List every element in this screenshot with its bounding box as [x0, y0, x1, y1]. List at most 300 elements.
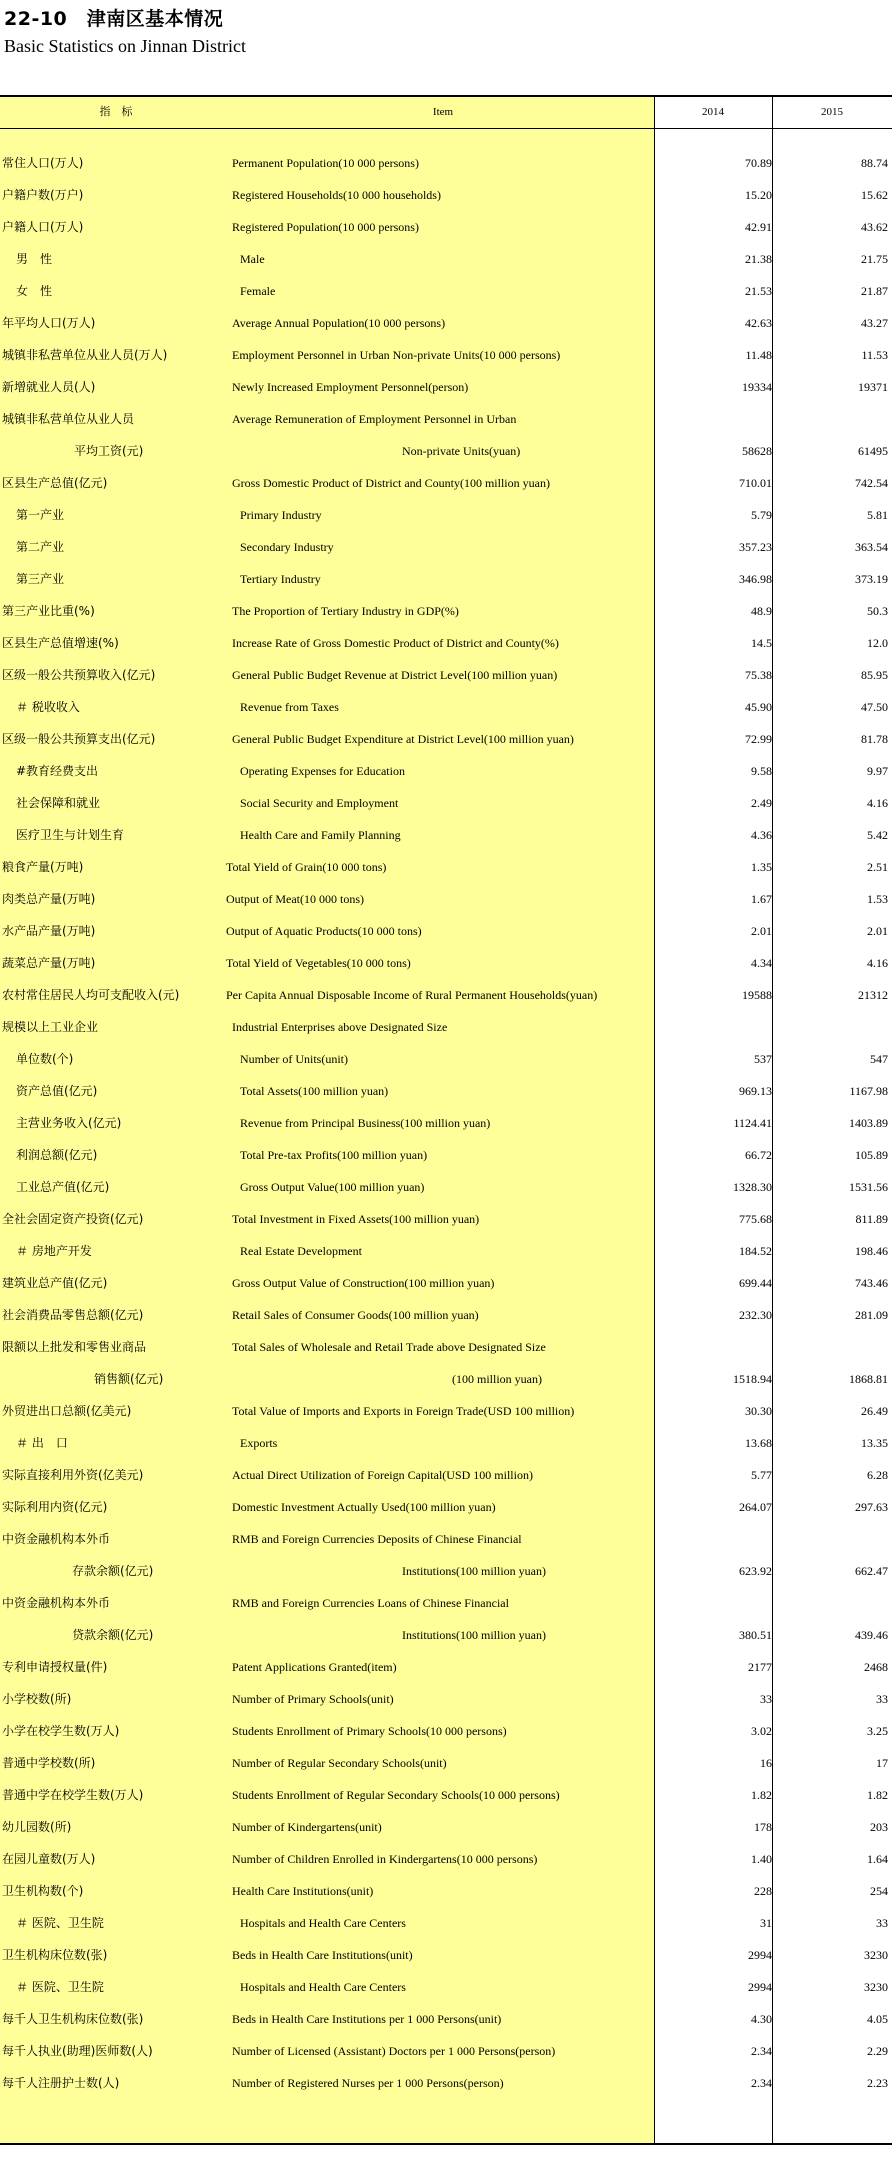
table-row: [0, 499, 892, 531]
indicator-english: Output of Aquatic Products(10 000 tons): [226, 924, 422, 938]
value-2014: 42.91: [745, 220, 772, 234]
value-2015: 21312: [858, 988, 888, 1002]
page-title-chinese: 22-10 津南区基本情况: [4, 8, 224, 30]
indicator-english: Beds in Health Care Institutions per 1 000 Persons(unit): [232, 2012, 502, 2026]
indicator-chinese: 主营业务收入(亿元): [16, 1116, 122, 1130]
table-header: [0, 97, 892, 129]
indicator-english: Number of Registered Nurses per 1 000 Persons(person): [232, 2076, 504, 2090]
value-2014: 1.82: [751, 1788, 772, 1802]
indicator-chinese: 全社会固定资产投资(亿元): [2, 1212, 144, 1226]
value-2015: 1.64: [867, 1852, 888, 1866]
table-row: [0, 1523, 892, 1555]
value-2014: 21.38: [745, 252, 772, 266]
value-2014: 9.58: [751, 764, 772, 778]
value-2014: 969.13: [739, 1084, 772, 1098]
value-2014: 4.36: [751, 828, 772, 842]
indicator-english: Number of Kindergartens(unit): [232, 1820, 382, 1834]
indicator-english: Total Sales of Wholesale and Retail Trade above Designated Size: [232, 1340, 546, 1354]
value-2014: 45.90: [745, 700, 772, 714]
table-row: [0, 1875, 892, 1907]
value-2014: 4.34: [751, 956, 772, 970]
value-2015: 363.54: [855, 540, 888, 554]
value-2015: 43.62: [861, 220, 888, 234]
indicator-chinese: 女 性: [16, 284, 53, 298]
value-2015: 21.75: [861, 252, 888, 266]
table-row: [0, 691, 892, 723]
indicator-chinese: 实际利用内资(亿元): [2, 1500, 108, 1514]
value-2014: 2994: [748, 1980, 772, 1994]
value-2015: 2.51: [867, 860, 888, 874]
indicator-english: Social Security and Employment: [240, 796, 399, 810]
indicator-english: Retail Sales of Consumer Goods(100 million yuan): [232, 1308, 479, 1322]
value-2014: 380.51: [739, 1628, 772, 1642]
indicator-chinese: 区县生产总值增速(%): [2, 636, 119, 650]
value-2014: 1124.41: [733, 1116, 772, 1130]
value-2015: 5.42: [867, 828, 888, 842]
indicator-chinese: 男 性: [16, 252, 53, 266]
indicator-english: Institutions(100 million yuan): [402, 1628, 546, 1642]
value-2014: 710.01: [739, 476, 772, 490]
value-2014: 75.38: [745, 668, 772, 682]
table-row: [0, 243, 892, 275]
indicator-english: Total Investment in Fixed Assets(100 million yuan): [232, 1212, 480, 1226]
table-row: [0, 403, 892, 435]
value-2014: 2.01: [751, 924, 772, 938]
value-2014: 1518.94: [733, 1372, 772, 1386]
table-row: [0, 1619, 892, 1651]
value-2014: 11.48: [745, 348, 772, 362]
indicator-english: RMB and Foreign Currencies Loans of Chinese Financial: [232, 1596, 509, 1610]
indicator-english: Revenue from Taxes: [240, 700, 339, 714]
value-2015: 12.0: [867, 636, 888, 650]
table-row: [0, 915, 892, 947]
indicator-chinese: 社会消费品零售总额(亿元): [2, 1308, 144, 1322]
value-2014: 48.9: [751, 604, 772, 618]
indicator-english: Output of Meat(10 000 tons): [226, 892, 364, 906]
value-2015: 17: [876, 1756, 888, 1770]
indicator-chinese: 水产品产量(万吨): [2, 924, 96, 938]
table-row: [0, 1811, 892, 1843]
indicator-english: Per Capita Annual Disposable Income of Rural Permanent Households(yuan): [226, 988, 598, 1002]
value-2014: 623.92: [739, 1564, 772, 1578]
indicator-english: Non-private Units(yuan): [402, 444, 521, 458]
indicator-chinese: 普通中学在校学生数(万人): [2, 1788, 144, 1802]
indicator-english: Health Care Institutions(unit): [232, 1884, 374, 1898]
header-item: Item: [432, 106, 454, 118]
indicator-english: Permanent Population(10 000 persons): [232, 156, 419, 170]
table-row: [0, 883, 892, 915]
indicator-chinese: 常住人口(万人): [2, 156, 84, 170]
indicator-english: Institutions(100 million yuan): [402, 1564, 546, 1578]
value-2014: 228: [754, 1884, 772, 1898]
indicator-chinese: 新增就业人员(人): [2, 380, 96, 394]
indicator-english: Number of Licensed (Assistant) Doctors per 1 000 Persons(person): [232, 2044, 556, 2058]
value-2015: 662.47: [855, 1564, 888, 1578]
indicator-english: Registered Households(10 000 households): [232, 188, 441, 202]
indicator-english: Operating Expenses for Education: [240, 764, 405, 778]
indicator-english: Industrial Enterprises above Designated Size: [232, 1020, 448, 1034]
indicator-english: Gross Domestic Product of District and County(100 million yuan): [232, 476, 550, 490]
value-2014: 15.20: [745, 188, 772, 202]
value-2015: 4.05: [867, 2012, 888, 2026]
value-2014: 357.23: [739, 540, 772, 554]
value-2014: 5.77: [751, 1468, 772, 1482]
value-2015: 4.16: [867, 956, 888, 970]
value-2015: 33: [876, 1692, 888, 1706]
value-2014: 70.89: [745, 156, 772, 170]
table-row: [0, 979, 892, 1011]
value-2014: 30.30: [745, 1404, 772, 1418]
value-2014: 58628: [742, 444, 772, 458]
value-2015: 61495: [858, 444, 888, 458]
indicator-english: Real Estate Development: [240, 1244, 362, 1258]
indicator-chinese: 第三产业: [16, 572, 65, 586]
table-row: [0, 307, 892, 339]
value-2015: 439.46: [855, 1628, 888, 1642]
table-row: [0, 339, 892, 371]
indicator-english: (100 million yuan): [452, 1372, 542, 1386]
table-row: [0, 787, 892, 819]
table-row: [0, 1203, 892, 1235]
value-2015: 1403.89: [849, 1116, 888, 1130]
value-2014: 72.99: [745, 732, 772, 746]
indicator-chinese: 每千人执业(助理)医师数(人): [2, 2044, 153, 2058]
indicator-chinese: 每千人注册护士数(人): [2, 2076, 120, 2090]
table-row: [0, 1843, 892, 1875]
indicator-chinese: 每千人卫生机构床位数(张): [2, 2012, 144, 2026]
indicator-english: Number of Units(unit): [240, 1052, 348, 1066]
indicator-english: Male: [240, 252, 265, 266]
value-2015: 281.09: [855, 1308, 888, 1322]
indicator-english: The Proportion of Tertiary Industry in GDP(%): [232, 604, 459, 618]
value-2015: 2.29: [867, 2044, 888, 2058]
table-row: [0, 723, 892, 755]
indicator-chinese: 外贸进出口总额(亿美元): [2, 1404, 132, 1418]
value-2014: 21.53: [745, 284, 772, 298]
indicator-english: Total Value of Imports and Exports in Foreign Trade(USD 100 million): [232, 1404, 575, 1418]
indicator-english: Gross Output Value of Construction(100 million yuan): [232, 1276, 495, 1290]
indicator-chinese: 小学在校学生数(万人): [2, 1724, 120, 1738]
table-row: [0, 1267, 892, 1299]
indicator-chinese: 户籍人口(万人): [2, 220, 84, 234]
indicator-english: RMB and Foreign Currencies Deposits of Chinese Financial: [232, 1532, 522, 1546]
value-2015: 43.27: [861, 316, 888, 330]
value-2015: 105.89: [855, 1148, 888, 1162]
table-row: [0, 947, 892, 979]
table-row: [0, 211, 892, 243]
indicator-chinese: 中资金融机构本外币: [2, 1532, 111, 1546]
indicator-english: Revenue from Principal Business(100 million yuan): [240, 1116, 491, 1130]
indicator-chinese: 蔬菜总产量(万吨): [2, 956, 96, 970]
indicator-english: Number of Primary Schools(unit): [232, 1692, 394, 1706]
table-row: [0, 2067, 892, 2099]
value-2015: 26.49: [861, 1404, 888, 1418]
value-2015: 373.19: [855, 572, 888, 586]
value-2015: 19371: [858, 380, 888, 394]
indicator-english: Total Pre-tax Profits(100 million yuan): [240, 1148, 428, 1162]
value-2014: 66.72: [745, 1148, 772, 1162]
indicator-english: Health Care and Family Planning: [240, 828, 401, 842]
indicator-chinese: 建筑业总产值(亿元): [2, 1276, 108, 1290]
indicator-chinese: 规模以上工业企业: [2, 1020, 99, 1034]
value-2014: 4.30: [751, 2012, 772, 2026]
value-2015: 811.89: [855, 1212, 888, 1226]
indicator-chinese: 医疗卫生与计划生育: [16, 828, 125, 842]
table-row: [0, 755, 892, 787]
table-row: [0, 1683, 892, 1715]
table-row: [0, 563, 892, 595]
table-row: [0, 1043, 892, 1075]
value-2015: 3230: [864, 1980, 888, 1994]
table-row: [0, 275, 892, 307]
value-2015: 1.82: [867, 1788, 888, 1802]
value-2014: 31: [760, 1916, 772, 1930]
value-2014: 346.98: [739, 572, 772, 586]
table-row: [0, 659, 892, 691]
value-2014: 2.34: [751, 2044, 772, 2058]
value-2015: 15.62: [861, 188, 888, 202]
value-2014: 1.35: [751, 860, 772, 874]
table-row: [0, 1651, 892, 1683]
table-row: [0, 1075, 892, 1107]
statistics-table: [0, 95, 892, 2145]
table-row: [0, 1747, 892, 1779]
value-2015: 297.63: [855, 1500, 888, 1514]
indicator-chinese: 资产总值(亿元): [16, 1084, 98, 1098]
indicator-english: Increase Rate of Gross Domestic Product of District and County(%): [232, 636, 559, 650]
indicator-chinese: 区县生产总值(亿元): [2, 476, 108, 490]
value-2015: 47.50: [861, 700, 888, 714]
indicator-chinese: 平均工资(元): [74, 444, 144, 458]
table-row: [0, 1587, 892, 1619]
indicator-english: Employment Personnel in Urban Non-private Units(10 000 persons): [232, 348, 561, 362]
value-2015: 547: [870, 1052, 888, 1066]
indicator-chinese: ＃ 医院、卫生院: [16, 1916, 104, 1930]
table-row: [0, 1715, 892, 1747]
value-2014: 537: [754, 1052, 772, 1066]
page-title-english: Basic Statistics on Jinnan District: [4, 36, 246, 56]
value-2015: 6.28: [867, 1468, 888, 1482]
indicator-english: Hospitals and Health Care Centers: [240, 1980, 406, 1994]
indicator-chinese: 肉类总产量(万吨): [2, 892, 96, 906]
value-2014: 1.67: [751, 892, 772, 906]
value-2015: 2.23: [867, 2076, 888, 2090]
value-2015: 1868.81: [849, 1372, 888, 1386]
value-2015: 21.87: [861, 284, 888, 298]
indicator-chinese: 粮食产量(万吨): [2, 860, 84, 874]
table-row: [0, 1939, 892, 1971]
indicator-chinese: 在园儿童数(万人): [2, 1852, 96, 1866]
indicator-chinese: 年平均人口(万人): [2, 316, 96, 330]
table-row: [0, 819, 892, 851]
indicator-english: Tertiary Industry: [240, 572, 321, 586]
indicator-chinese: 实际直接利用外资(亿美元): [2, 1468, 144, 1482]
table-row: [0, 1011, 892, 1043]
indicator-english: Gross Output Value(100 million yuan): [240, 1180, 425, 1194]
table-row: [0, 1971, 892, 2003]
indicator-chinese: 限额以上批发和零售业商品: [2, 1340, 147, 1354]
value-2014: 16: [760, 1756, 772, 1770]
indicator-chinese: 贷款余额(亿元): [72, 1628, 154, 1642]
table-row: [0, 1907, 892, 1939]
value-2014: 3.02: [751, 1724, 772, 1738]
table-row: [0, 531, 892, 563]
table-row: [0, 595, 892, 627]
indicator-chinese: 专利申请授权量(件): [2, 1660, 108, 1674]
indicator-english: Total Yield of Grain(10 000 tons): [226, 860, 387, 874]
table-row: [0, 1363, 892, 1395]
table-row: [0, 1331, 892, 1363]
indicator-english: General Public Budget Revenue at District Level(100 million yuan): [232, 668, 558, 682]
value-2014: 14.5: [751, 636, 772, 650]
indicator-chinese: ＃ 房地产开发: [16, 1244, 92, 1258]
value-2014: 13.68: [745, 1436, 772, 1450]
indicator-english: Newly Increased Employment Personnel(person): [232, 380, 469, 394]
indicator-chinese: 利润总额(亿元): [16, 1148, 98, 1162]
indicator-english: Number of Children Enrolled in Kindergartens(10 000 persons): [232, 1852, 538, 1866]
table-row: [0, 851, 892, 883]
value-2014: 1.40: [751, 1852, 772, 1866]
value-2015: 11.53: [861, 348, 888, 362]
indicator-chinese: 普通中学校数(所): [2, 1756, 96, 1770]
value-2014: 264.07: [739, 1500, 772, 1514]
indicator-chinese: 第一产业: [16, 508, 65, 522]
value-2014: 2994: [748, 1948, 772, 1962]
indicator-chinese: 卫生机构数(个): [2, 1884, 84, 1898]
value-2015: 742.54: [855, 476, 888, 490]
indicator-chinese: 区级一般公共预算支出(亿元): [2, 732, 156, 746]
table-row: [0, 1779, 892, 1811]
indicator-english: Registered Population(10 000 persons): [232, 220, 419, 234]
value-2015: 2.01: [867, 924, 888, 938]
table-row: [0, 1171, 892, 1203]
indicator-chinese: #教育经费支出: [16, 764, 99, 778]
table-row: [0, 2035, 892, 2067]
table-row: [0, 1555, 892, 1587]
indicator-chinese: 中资金融机构本外币: [2, 1596, 111, 1610]
table-row: [0, 147, 892, 179]
indicator-chinese: 单位数(个): [16, 1052, 74, 1066]
table-row: [0, 1395, 892, 1427]
value-2015: 203: [870, 1820, 888, 1834]
indicator-chinese: 卫生机构床位数(张): [2, 1948, 108, 1962]
value-2015: 2468: [864, 1660, 888, 1674]
value-2014: 5.79: [751, 508, 772, 522]
table-row: [0, 435, 892, 467]
indicator-chinese: 社会保障和就业: [16, 796, 101, 810]
indicator-english: Hospitals and Health Care Centers: [240, 1916, 406, 1930]
value-2015: 3230: [864, 1948, 888, 1962]
table-row: [0, 2003, 892, 2035]
value-2015: 1.53: [867, 892, 888, 906]
value-2015: 5.81: [867, 508, 888, 522]
value-2014: 232.30: [739, 1308, 772, 1322]
value-2015: 743.46: [855, 1276, 888, 1290]
indicator-chinese: 工业总产值(亿元): [16, 1180, 110, 1194]
table-row: [0, 1491, 892, 1523]
indicator-english: Domestic Investment Actually Used(100 million yuan): [232, 1500, 496, 1514]
value-2015: 50.3: [867, 604, 888, 618]
value-2015: 4.16: [867, 796, 888, 810]
indicator-chinese: ＃ 出 口: [16, 1436, 68, 1450]
header-year-2014: 2014: [702, 106, 724, 118]
value-2014: 19588: [742, 988, 772, 1002]
value-2014: 33: [760, 1692, 772, 1706]
indicator-english: Beds in Health Care Institutions(unit): [232, 1948, 413, 1962]
value-2015: 254: [870, 1884, 888, 1898]
value-2015: 88.74: [861, 156, 888, 170]
indicator-english: Primary Industry: [240, 508, 322, 522]
value-2014: 19334: [742, 380, 772, 394]
value-2014: 178: [754, 1820, 772, 1834]
indicator-chinese: 第二产业: [16, 540, 65, 554]
value-2015: 85.95: [861, 668, 888, 682]
table-row: [0, 179, 892, 211]
value-2014: 2.49: [751, 796, 772, 810]
indicator-chinese: ＃ 医院、卫生院: [16, 1980, 104, 1994]
table-row: [0, 1107, 892, 1139]
value-2014: 42.63: [745, 316, 772, 330]
value-2014: 184.52: [739, 1244, 772, 1258]
value-2015: 9.97: [867, 764, 888, 778]
value-2015: 1531.56: [849, 1180, 888, 1194]
indicator-english: Number of Regular Secondary Schools(unit): [232, 1756, 447, 1770]
indicator-english: Average Annual Population(10 000 persons): [232, 316, 446, 330]
table-row: [0, 1139, 892, 1171]
value-2015: 13.35: [861, 1436, 888, 1450]
indicator-english: Secondary Industry: [240, 540, 334, 554]
indicator-english: Exports: [240, 1436, 278, 1450]
indicator-chinese: ＃ 税收收入: [16, 700, 80, 714]
table-row: [0, 1427, 892, 1459]
indicator-chinese: 第三产业比重(%): [2, 604, 95, 618]
table-row: [0, 467, 892, 499]
indicator-chinese: 城镇非私营单位从业人员(万人): [2, 348, 168, 362]
indicator-english: Actual Direct Utilization of Foreign Capital(USD 100 million): [232, 1468, 533, 1482]
indicator-chinese: 城镇非私营单位从业人员: [2, 412, 135, 426]
indicator-chinese: 小学校数(所): [2, 1692, 72, 1706]
value-2014: 2177: [748, 1660, 772, 1674]
value-2015: 1167.98: [849, 1084, 888, 1098]
table-row: [0, 371, 892, 403]
indicator-chinese: 区级一般公共预算收入(亿元): [2, 668, 156, 682]
indicator-english: Female: [240, 284, 276, 298]
indicator-chinese: 销售额(亿元): [94, 1372, 164, 1386]
header-year-2015: 2015: [821, 106, 843, 118]
value-2015: 198.46: [855, 1244, 888, 1258]
header-indicator: 指 标: [99, 106, 133, 118]
indicator-chinese: 农村常住居民人均可支配收入(元): [2, 988, 180, 1002]
indicator-english: Students Enrollment of Primary Schools(10 000 persons): [232, 1724, 507, 1738]
table-row: [0, 1235, 892, 1267]
indicator-chinese: 户籍户数(万户): [2, 188, 84, 202]
indicator-english: Patent Applications Granted(item): [232, 1660, 397, 1674]
table-row: [0, 1459, 892, 1491]
indicator-english: Students Enrollment of Regular Secondary Schools(10 000 persons): [232, 1788, 560, 1802]
indicator-english: General Public Budget Expenditure at District Level(100 million yuan): [232, 732, 574, 746]
value-2014: 1328.30: [733, 1180, 772, 1194]
value-2014: 775.68: [739, 1212, 772, 1226]
value-2015: 3.25: [867, 1724, 888, 1738]
value-2015: 81.78: [861, 732, 888, 746]
indicator-chinese: 存款余额(亿元): [72, 1564, 154, 1578]
indicator-english: Average Remuneration of Employment Personnel in Urban: [232, 412, 517, 426]
value-2014: 2.34: [751, 2076, 772, 2090]
table-row: [0, 1299, 892, 1331]
indicator-chinese: 幼儿园数(所): [2, 1820, 72, 1834]
value-2014: 699.44: [739, 1276, 772, 1290]
indicator-english: Total Assets(100 million yuan): [240, 1084, 389, 1098]
